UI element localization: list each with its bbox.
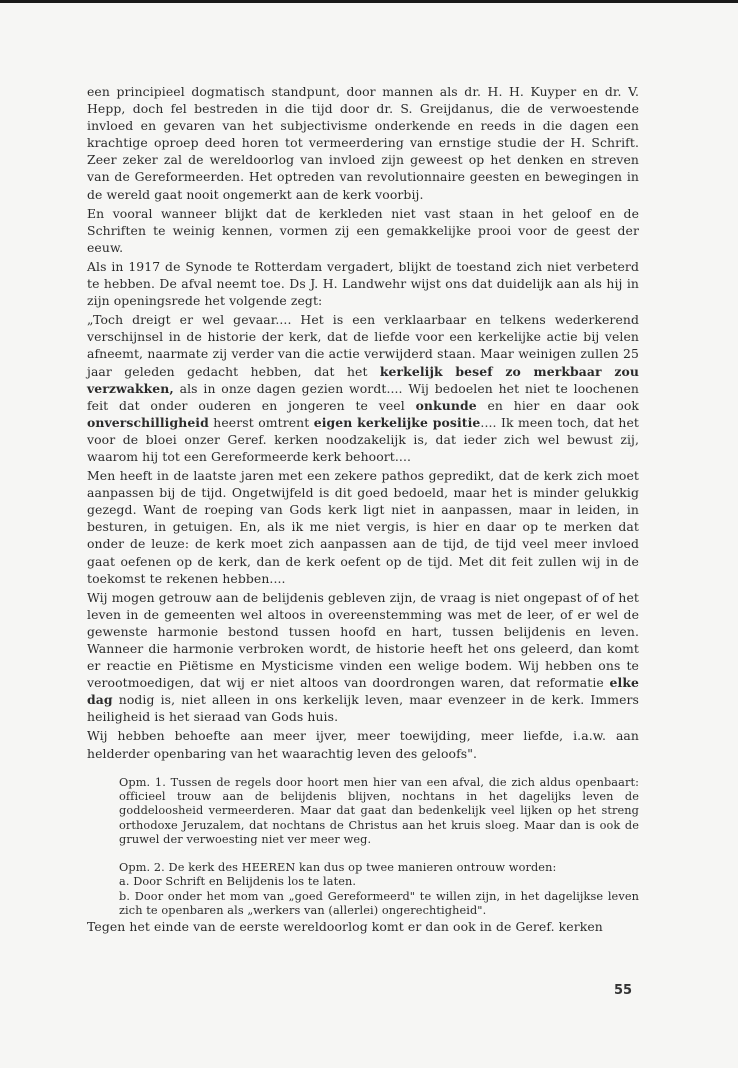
top-border	[0, 0, 738, 3]
note-2-item-a: a. Door Schrift en Belijdenis los te laten.	[119, 875, 357, 889]
quote-text: en hier en daar ook	[476, 397, 639, 413]
bold-phrase: elke dag	[87, 675, 639, 708]
paragraph-4	[87, 311, 639, 465]
quote-text: .... Ik meen toch, dat het voor de bloei onzer Geref. kerken noodzakelijk is, dat ieder zich wel bewust zij, waarom hij tot een Gereformeerde kerk behoort....	[87, 414, 639, 464]
bold-phrase: onkunde	[415, 397, 477, 413]
paragraph-2: En vooral wanneer blijkt dat de kerkleden niet vast staan in het geloof en de Schriften te weinig kennen, vormen zij een gemakkelijke prooi voor de geest der eeuw.	[87, 205, 639, 255]
paragraph-3: Als in 1917 de Synode te Rotterdam vergadert, blijkt de toestand zich niet verbeterd te hebben. De afval neemt toe. Ds J. H. Landwehr wijst ons dat duidelijk aan als hij in zijn openingsrede het volgende zegt:	[87, 258, 639, 309]
note-1	[119, 776, 639, 847]
paragraph-6	[87, 589, 639, 726]
paragraph-text: Wij mogen getrouw aan de belijdenis gebleven zijn, de vraag is niet ongepast of of het leven in de gemeenten wel altoos in overeenstemming was met de leer, of er wel de gewenste harmonie bestond tussen hoofd en hart, tussen belijdenis en leven. Wanneer die harmonie verbroken wordt, de historie heeft het ons geleerd, dan komt er reactie en Piëtisme en Mysticisme vinden een welige bodem. Wij hebben ons te verootmoedigen, dat wij er niet altoos van doordrongen waren, dat reformatie	[87, 589, 639, 691]
paragraph-1: een principieel dogmatisch standpunt, door mannen als dr. H. H. Kuyper en dr. V. Hepp, doch fel bestreden in die tijd door dr. S. Greijdanus, die de verwoestende invloed en gevaren van het subjectivisme onderkende en reeds in die dagen een krachtige oproep deed horen tot vermeerdering van ernstige studie der H. Schrift. Zeer zeker zal de wereldoorlog van invloed zijn geweest op het denken en streven van de Gereformeerden. Het optreden van revolutionnaire geesten en bewegingen in de wereld gaat nooit ongemerkt aan de kerk voorbij.	[87, 84, 639, 202]
note-2-item-b: b. Door onder het mom van „goed Gereformeerd" te willen zijn, in het dagelijkse leven zich te openbaren als „werkers van (allerlei) ongerechtigheid".	[119, 889, 639, 918]
body-text	[87, 83, 639, 937]
paragraph-5: Men heeft in de laatste jaren met een zekere pathos gepredikt, dat de kerk zich moet aanpassen bij de tijd. Ongetwijfeld is dit goed bedoeld, maar het is minder gelukkig gezegd. Want de roeping van Gods kerk ligt niet in aanpassen, maar in leiden, in besturen, in getuigen. En, als ik me niet vergis, is hier en daar op te merken dat onder de leuze: de kerk moet zich aanpassen aan de tijd, de tijd veel meer invloed gaat oefenen op de kerk, dan de kerk oefent op de tijd. Met dit feit zullen wij in de toekomst te rekenen hebben....	[87, 468, 639, 586]
quote-text: als in onze dagen gezien wordt.... Wij bedoelen het niet te loochenen feit dat onder ouderen en jongeren te veel	[87, 380, 639, 413]
quote-text: heerst omtrent	[208, 414, 314, 430]
paragraph-text: nodig is, niet alleen in ons kerkelijk leven, maar evenzeer in de kerk. Immers heiligheid is het sieraad van Gods huis.	[87, 692, 639, 725]
bold-phrase: kerkelijk besef zo merkbaar zou verzwakken,	[87, 363, 639, 396]
paragraph-8: Tegen het einde van de eerste wereldoorlog komt er dan ook in de Geref. kerken	[87, 919, 603, 935]
page-number: 55	[614, 983, 633, 998]
paragraph-7: Wij hebben behoefte aan meer ijver, meer toewijding, meer liefde, i.a.w. aan helderder openbaring van het waarachtig leven des geloofs".	[87, 728, 639, 761]
note-2-title: Opm. 2. De kerk des HEEREN kan dus op twee manieren ontrouw worden:	[119, 861, 557, 875]
quote-text: „Toch dreigt er wel gevaar.... Het is een verklaarbaar en telkens wederkerend verschijnsel in de historie der kerk, dat de liefde voor een kerkelijke actie bij velen afneemt, naarmate zij verder van die actie verwijderd staan. Maar weinigen zullen 25 jaar geleden gedacht hebben, dat het	[87, 312, 639, 379]
note-1-text: Opm. 1. Tussen de regels door hoort men hier van een afval, die zich aldus openbaart: officieel trouw aan de belijdenis blijven, nochtans in het dagelijks leven de goddeloosheid vermeerderen. Maar dat gaat dan bedenkelijk veel lijken op het streng orthodoxe Jeruzalem, dat nochtans de Christus aan het kruis sloeg. Maar dan is ook de gruwel der verwoesting niet ver meer weg.	[119, 775, 639, 846]
bold-phrase: onverschilligheid	[87, 414, 209, 430]
bold-phrase: eigen kerkelijke positie	[313, 414, 481, 430]
note-2	[119, 861, 639, 918]
